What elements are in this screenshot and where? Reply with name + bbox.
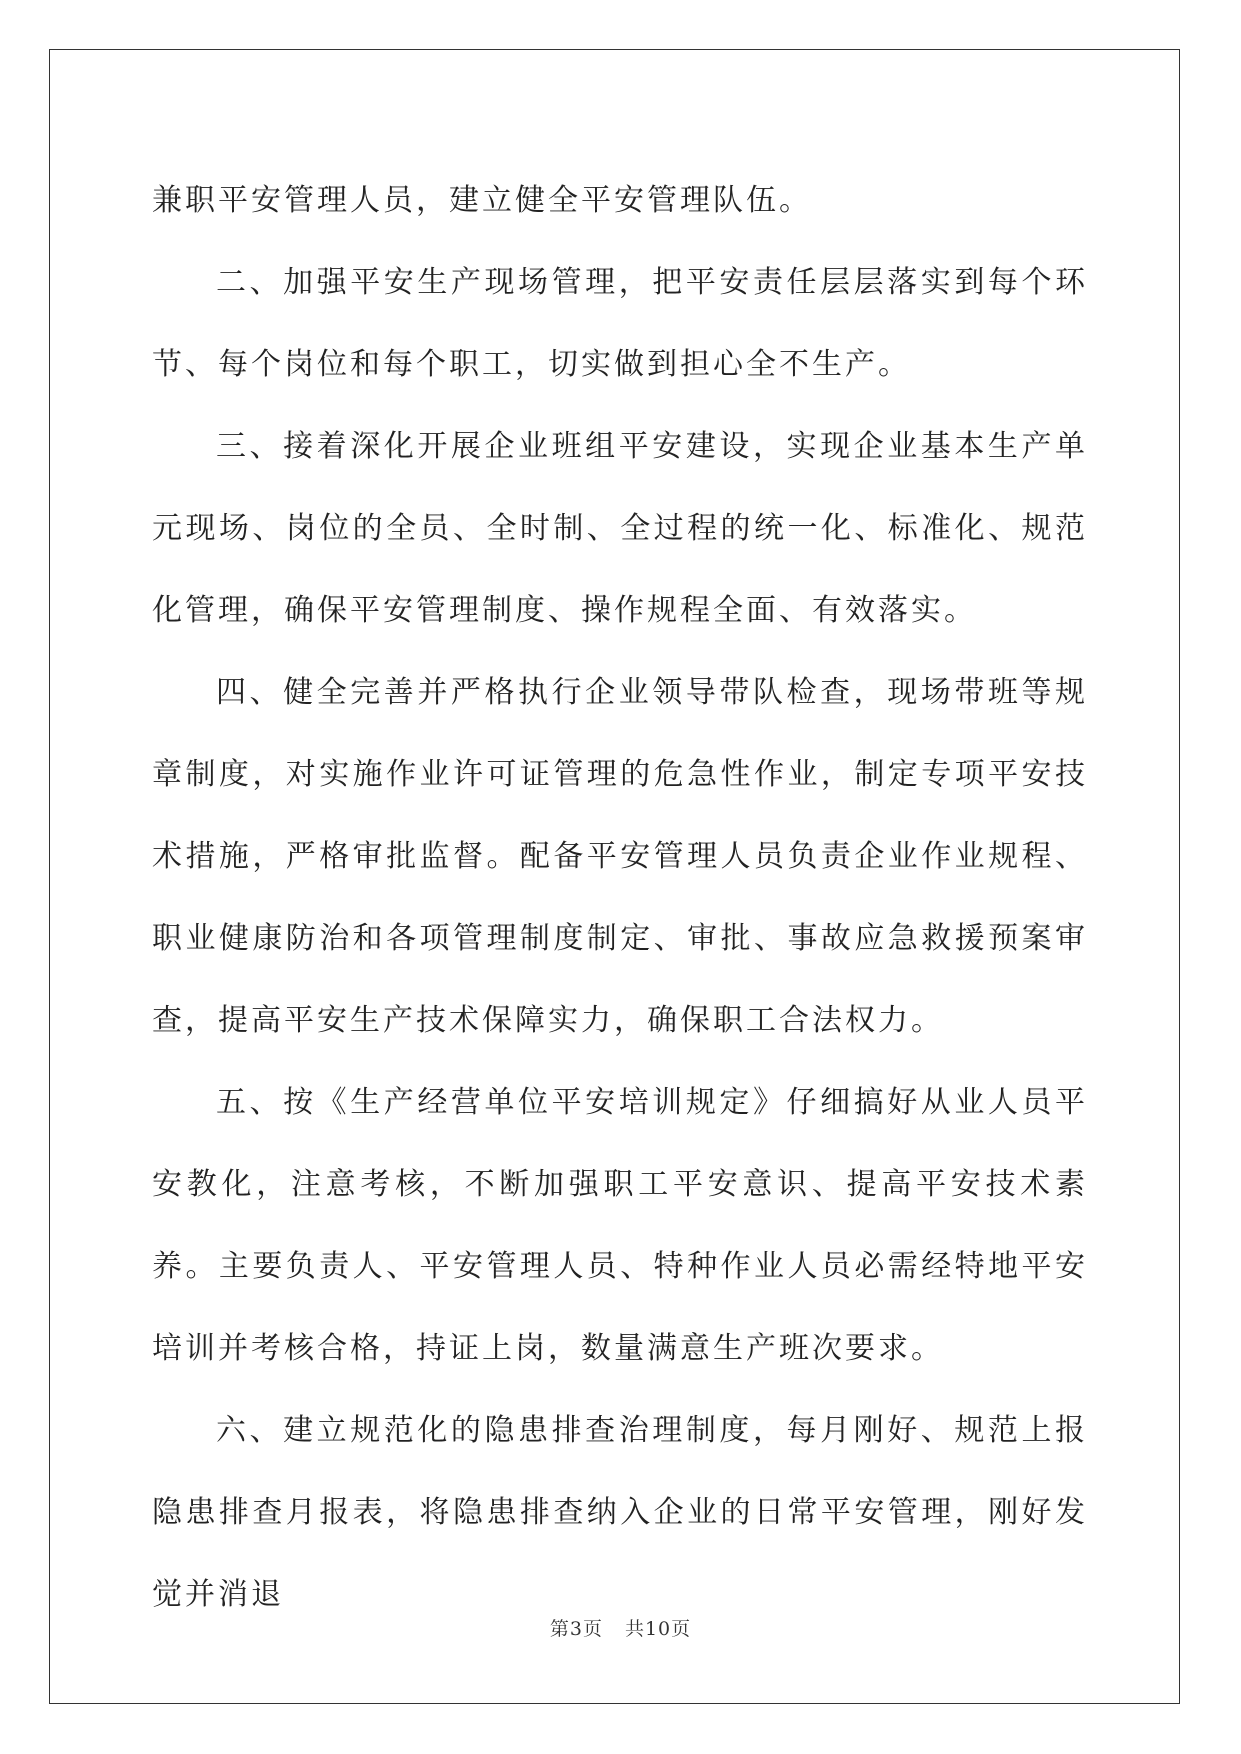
paragraph-item-6: 六、建立规范化的隐患排查治理制度，每月刚好、规范上报隐患排查月报表，将隐患排查纳入企业的日常平安管理，刚好发觉并消退 xyxy=(152,1413,1088,1612)
page-number-total: 共10页 xyxy=(624,1618,692,1640)
paragraph-continuation: 兼职平安管理人员，建立健全平安管理队伍。 xyxy=(152,183,812,218)
page-number-current: 第3页 xyxy=(549,1618,603,1640)
document-body xyxy=(152,160,1088,1636)
paragraph-item-3: 三、接着深化开展企业班组平安建设，实现企业基本生产单元现场、岗位的全员、全时制、全过程的统一化、标准化、规范化管理，确保平安管理制度、操作规程全面、有效落实。 xyxy=(152,429,1088,628)
paragraph-item-5: 五、按《生产经营单位平安培训规定》仔细搞好从业人员平安教化，注意考核，不断加强职工平安意识、提高平安技术素养。主要负责人、平安管理人员、特种作业人员必需经特地平安培训并考核合格，持证上岗，数量满意生产班次要求。 xyxy=(152,1085,1088,1366)
paragraph-item-2: 二、加强平安生产现场管理，把平安责任层层落实到每个环节、每个岗位和每个职工，切实做到担心全不生产。 xyxy=(152,265,1088,382)
page-footer xyxy=(0,1614,1241,1641)
paragraph-item-4: 四、健全完善并严格执行企业领导带队检查，现场带班等规章制度，对实施作业许可证管理的危急性作业，制定专项平安技术措施，严格审批监督。配备平安管理人员负责企业作业规程、职业健康防治和各项管理制度制定、审批、事故应急救援预案审查，提高平安生产技术保障实力，确保职工合法权力。 xyxy=(152,675,1088,1038)
